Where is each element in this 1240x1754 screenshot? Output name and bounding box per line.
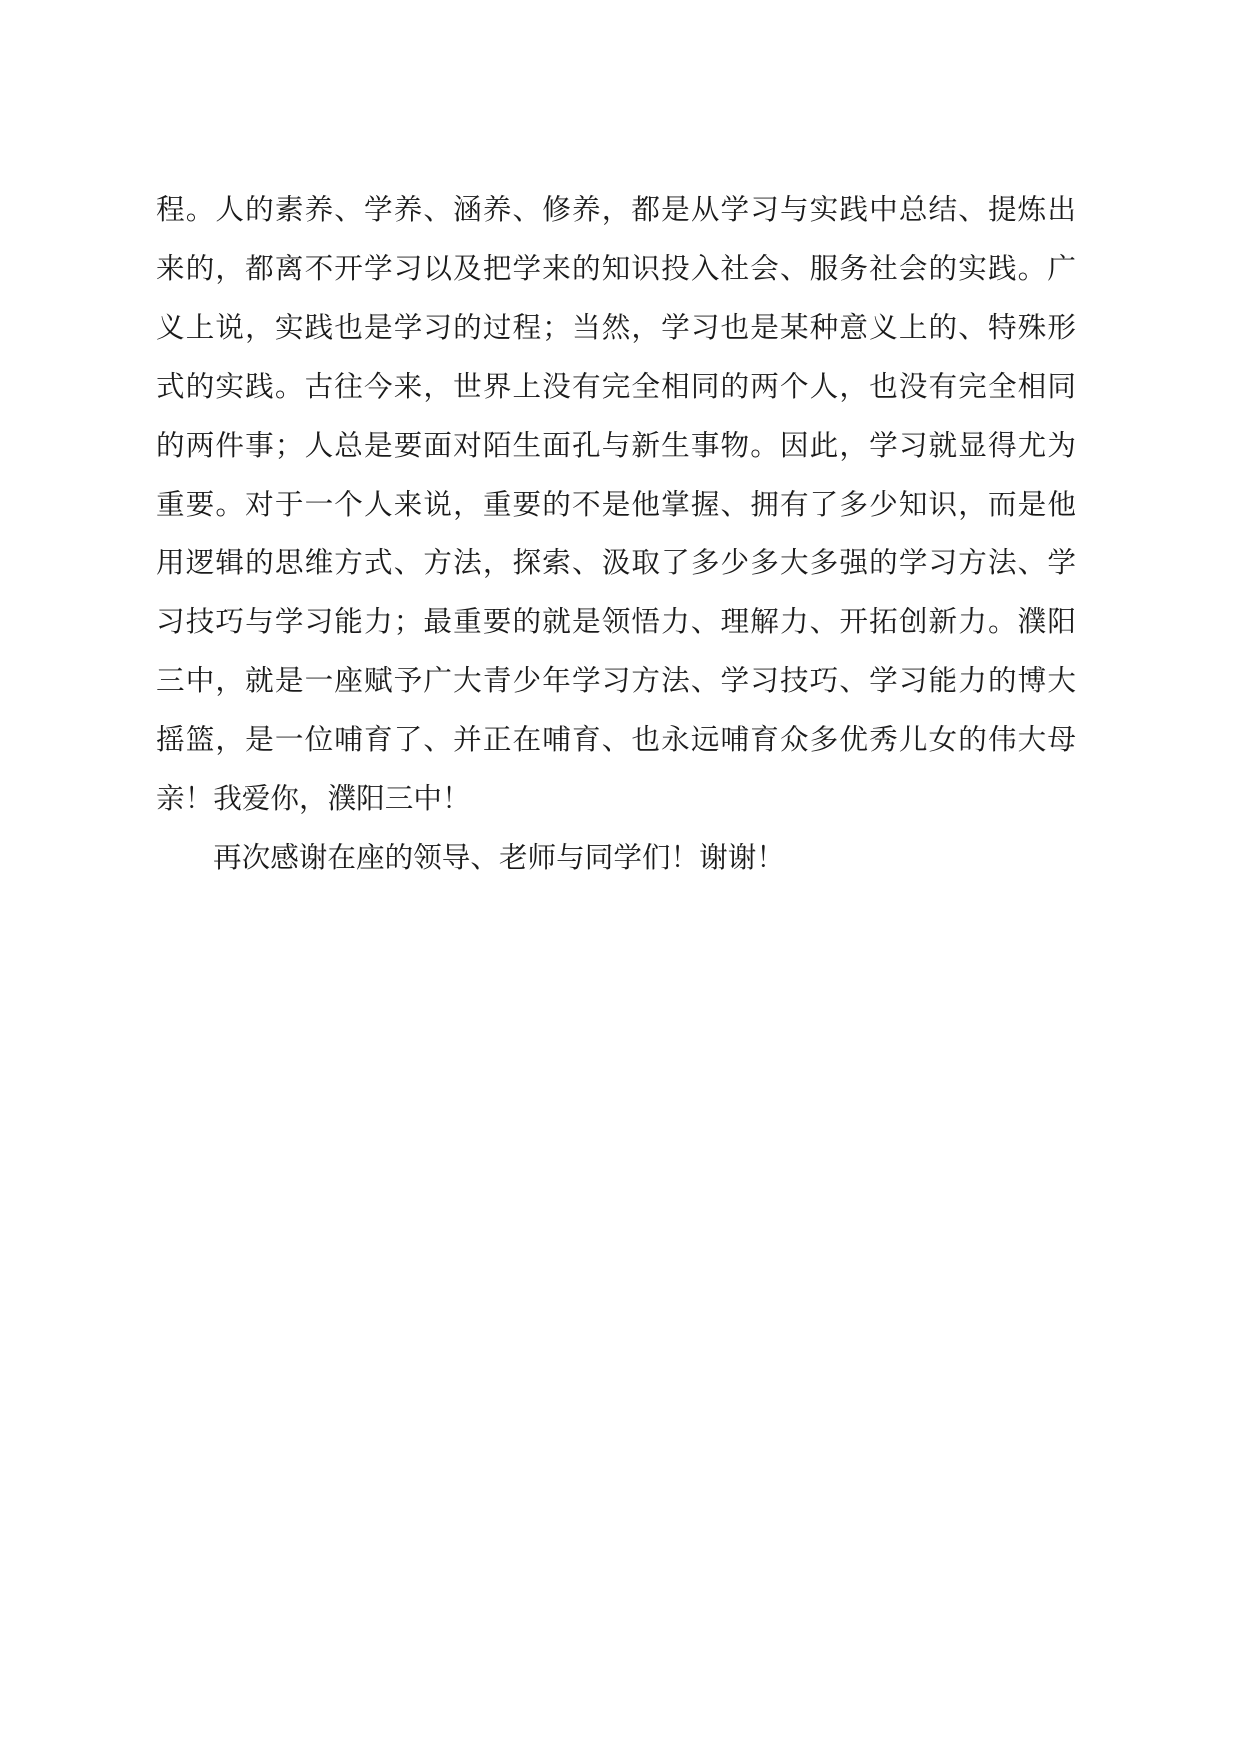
text-line: 来的，都离不开学习以及把学来的知识投入社会、服务社会的实践。广 [156,250,1076,285]
text-line: 义上说，实践也是学习的过程；当然，学习也是某种意义上的、特殊形 [156,309,1076,344]
text-line: 亲！我爱你，濮阳三中！ [156,781,471,816]
text-line: 程。人的素养、学养、涵养、修养，都是从学习与实践中总结、提炼出 [156,192,1076,226]
body-text [156,180,1076,887]
closing-paragraph: 再次感谢在座的领导、老师与同学们！谢谢！ [213,839,785,874]
text-line: 重要。对于一个人来说，重要的不是他掌握、拥有了多少知识，而是他 [156,486,1076,521]
text-line: 习技巧与学习能力；最重要的就是领悟力、理解力、开拓创新力。濮阳 [156,604,1076,639]
text-line: 用逻辑的思维方式、方法，探索、汲取了多少多大多强的学习方法、学 [156,545,1076,580]
text-line: 三中，就是一座赋予广大青少年学习方法、学习技巧、学习能力的博大 [156,663,1076,698]
text-line: 摇篮，是一位哺育了、并正在哺育、也永远哺育众多优秀儿女的伟大母 [156,722,1076,757]
text-line: 式的实践。古往今来，世界上没有完全相同的两个人，也没有完全相同 [156,368,1076,403]
text-line: 的两件事；人总是要面对陌生面孔与新生事物。因此，学习就显得尤为 [156,427,1076,462]
